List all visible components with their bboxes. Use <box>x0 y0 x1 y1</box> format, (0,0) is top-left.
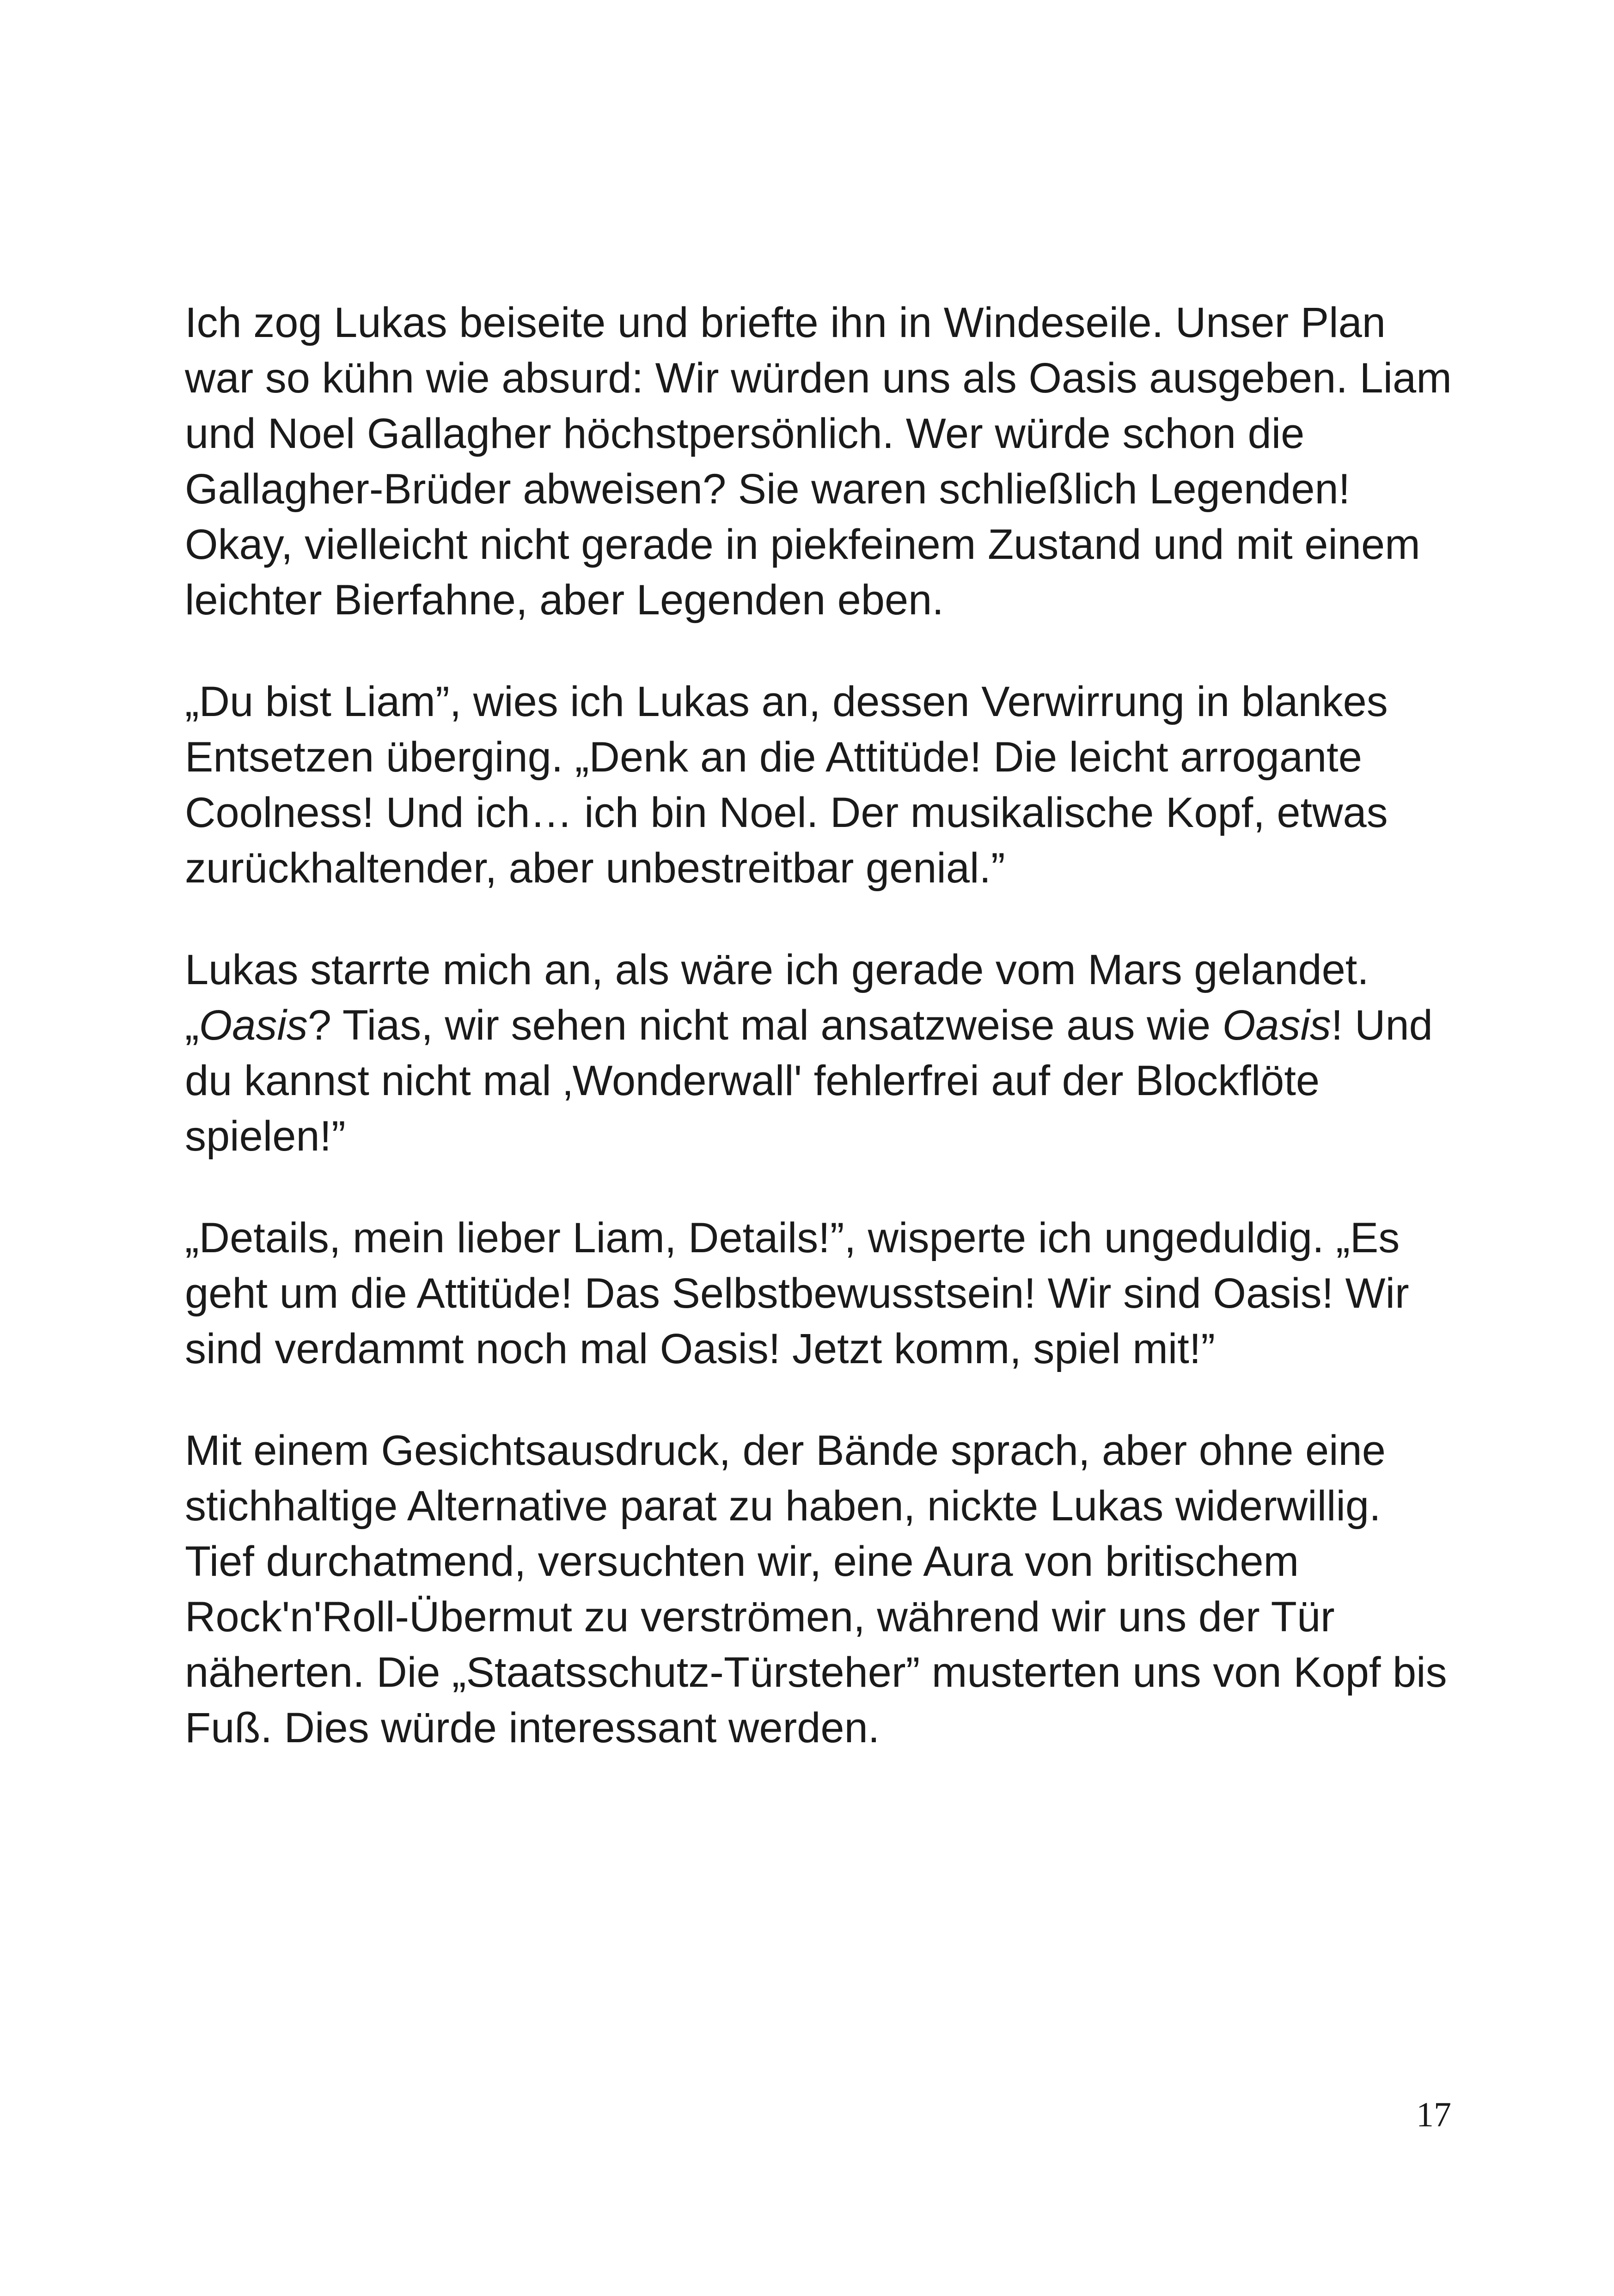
paragraph-3-middle: ? Tias, wir sehen nicht mal ansatzweise aus wie <box>307 1002 1223 1049</box>
paragraph-3-end: ! Und du kannst nicht mal ‚Wonderwall' fehlerfrei auf der Blockflöte spielen!” <box>185 1002 1433 1160</box>
body-text <box>185 295 1479 1802</box>
band-name-italic: Oasis <box>199 1002 308 1049</box>
paragraph-4: „Details, mein lieber Liam, Details!”, wisperte ich ungeduldig. „Es geht um die Attitüde! Das Selbstbewusstsein! Wir sind Oasis! Wir sind verdammt noch mal Oasis! Jetzt komm, spiel mit!” <box>185 1214 1409 1372</box>
page-number: 17 <box>1416 2095 1451 2134</box>
paragraph-5: Mit einem Gesichtsausdruck, der Bände sprach, aber ohne eine stichhaltige Alternative parat zu haben, nickte Lukas widerwillig. Tief durchatmend, versuchten wir, eine Aura von britischem Rock'n'Roll-Übermut zu verströmen, während wir uns der Tür näherten. Die „Staatsschutz-Türsteher” musterten uns von Kopf bis Fuß. Dies würde interessant werden. <box>185 1427 1447 1751</box>
paragraph-2: „Du bist Liam”, wies ich Lukas an, dessen Verwirrung in blankes Entsetzen überging. „Denk an die Attitüde! Die leicht arrogante Coolness! Und ich… ich bin Noel. Der musikalische Kopf, etwas zurückhaltender, aber unbestreitbar genial.” <box>185 678 1388 892</box>
band-name-italic: Oasis <box>1222 1002 1331 1049</box>
paragraph-3-line-1: Lukas starrte mich an, als wäre ich gerade vom Mars gelandet. <box>185 946 1369 993</box>
paragraph-3 <box>185 942 1479 1164</box>
paragraph-1: Ich zog Lukas beiseite und briefte ihn in Windeseile. Unser Plan war so kühn wie absurd: Wir würden uns als Oasis ausgeben. Liam und Noel Gallagher höchstpersönlich. Wer würde schon die Gallagher-Brüder abweisen? Sie waren schließlich Legenden! Okay, vielleicht nicht gerade in piekfeinem Zustand und mit einem leichter Bierfahne, aber Legenden eben. <box>185 299 1452 624</box>
quote-open: „ <box>185 1002 199 1049</box>
